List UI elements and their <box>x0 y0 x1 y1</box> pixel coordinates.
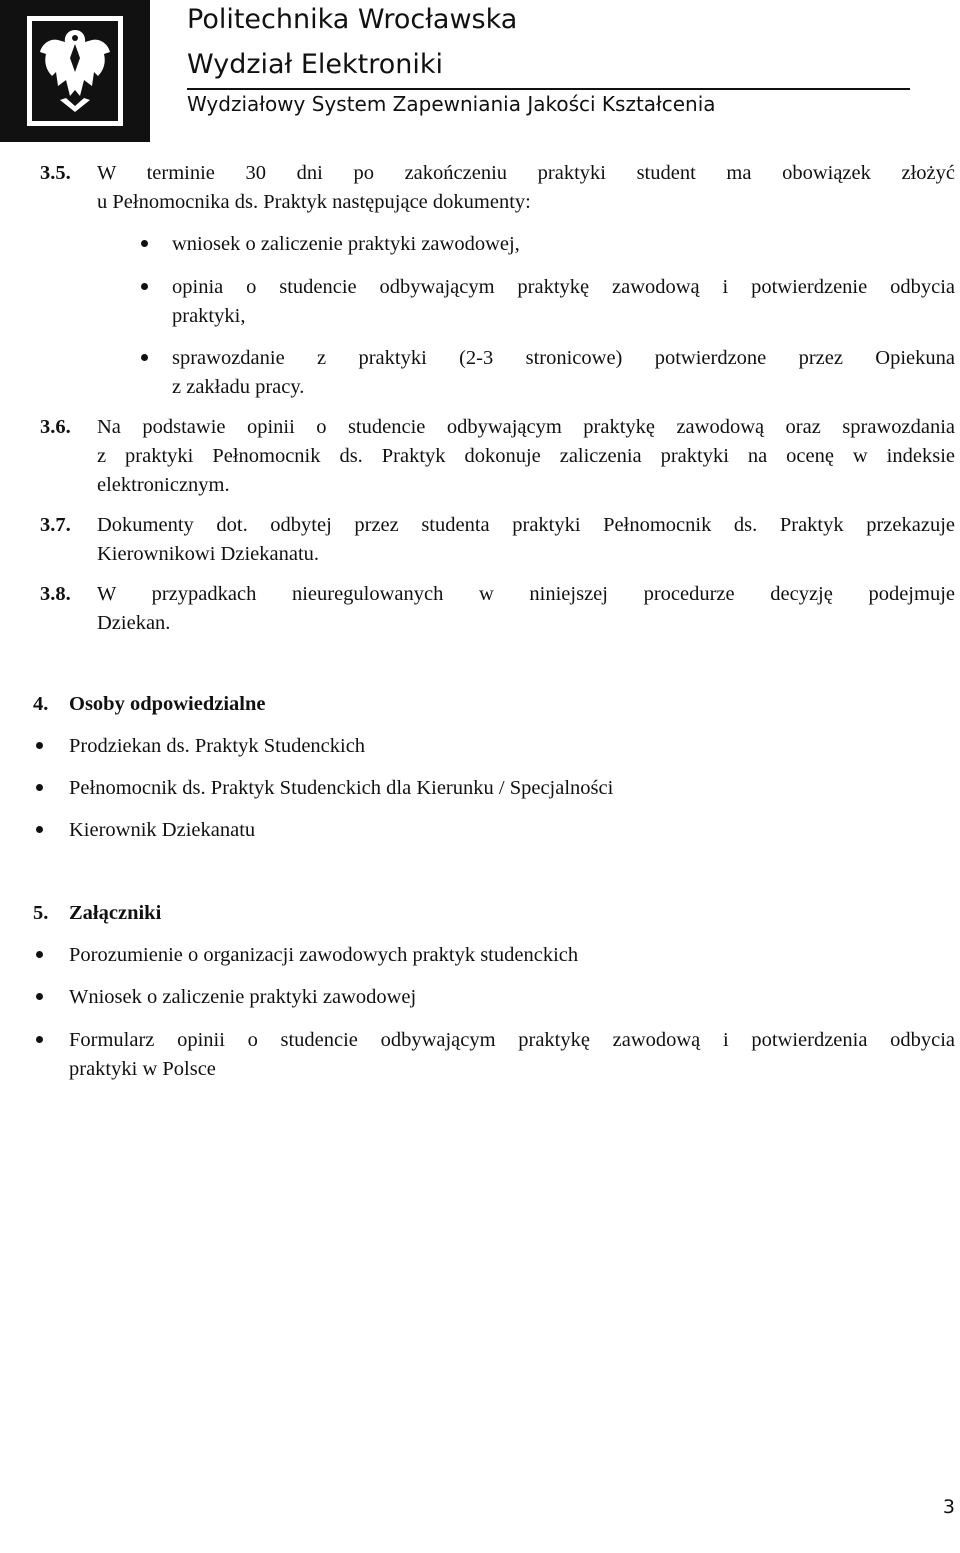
paragraph-text: Dziekan. <box>97 612 171 634</box>
list-item: Formularz opinii o studencie odbywającym praktykę zawodową i potwierdzenia odbycia <box>69 1029 955 1051</box>
paragraph-number: 3.6. <box>40 416 71 438</box>
list-item: Pełnomocnik ds. Praktyk Studenckich dla Kierunku / Specjalności <box>69 777 614 799</box>
paragraph-number: 3.5. <box>40 162 71 184</box>
paragraph-text: Dokumenty dot. odbytej przez studenta praktyki Pełnomocnik ds. Praktyk przekazuje <box>97 514 955 536</box>
paragraph-text: elektronicznym. <box>97 474 230 496</box>
faculty-name: Wydział Elektroniki <box>187 49 443 80</box>
bullet-icon <box>36 1036 43 1043</box>
quality-system-name: Wydziałowy System Zapewniania Jakości Kształcenia <box>187 92 716 116</box>
list-item: Kierownik Dziekanatu <box>69 819 256 841</box>
paragraph-text: W terminie 30 dni po zakończeniu praktyki student ma obowiązek złożyć <box>97 162 955 184</box>
bullet-icon <box>36 993 43 1000</box>
bullet-icon <box>36 784 43 791</box>
paragraph-text: z praktyki Pełnomocnik ds. Praktyk dokonuje zaliczenia praktyki na ocenę w indeksie <box>97 445 955 467</box>
bullet-icon <box>141 354 148 361</box>
university-name: Politechnika Wrocławska <box>187 4 518 35</box>
bullet-icon <box>141 283 148 290</box>
bullet-icon <box>36 826 43 833</box>
paragraph-number: 3.8. <box>40 583 71 605</box>
section-number: 5. <box>33 902 49 924</box>
list-item-continuation: praktyki, <box>172 305 246 327</box>
paragraph-text: Kierownikowi Dziekanatu. <box>97 543 320 565</box>
page-number: 3 <box>942 1496 955 1518</box>
list-item-continuation: praktyki w Polsce <box>69 1058 216 1080</box>
list-item: sprawozdanie z praktyki (2-3 stronicowe) potwierdzone przez Opiekuna <box>172 347 955 369</box>
list-item: Porozumienie o organizacji zawodowych praktyk studenckich <box>69 944 579 966</box>
section-title: Osoby odpowiedzialne <box>69 693 266 715</box>
eagle-emblem-icon <box>0 0 150 142</box>
list-item: wniosek o zaliczenie praktyki zawodowej, <box>172 233 520 255</box>
bullet-icon <box>141 240 148 247</box>
bullet-icon <box>36 742 43 749</box>
list-item: Wniosek o zaliczenie praktyki zawodowej <box>69 986 417 1008</box>
paragraph-text: u Pełnomocnika ds. Praktyk następujące dokumenty: <box>97 191 531 213</box>
bullet-icon <box>36 951 43 958</box>
university-logo <box>0 0 150 142</box>
paragraph-text: W przypadkach nieuregulowanych w niniejszej procedurze decyzję podejmuje <box>97 583 955 605</box>
section-title: Załączniki <box>69 902 162 924</box>
header-divider <box>187 88 910 90</box>
list-item: opinia o studencie odbywającym praktykę zawodową i potwierdzenie odbycia <box>172 276 955 298</box>
list-item: Prodziekan ds. Praktyk Studenckich <box>69 735 366 757</box>
section-number: 4. <box>33 693 49 715</box>
paragraph-number: 3.7. <box>40 514 71 536</box>
paragraph-text: Na podstawie opinii o studencie odbywającym praktykę zawodową oraz sprawozdania <box>97 416 955 438</box>
list-item-continuation: z zakładu pracy. <box>172 376 305 398</box>
